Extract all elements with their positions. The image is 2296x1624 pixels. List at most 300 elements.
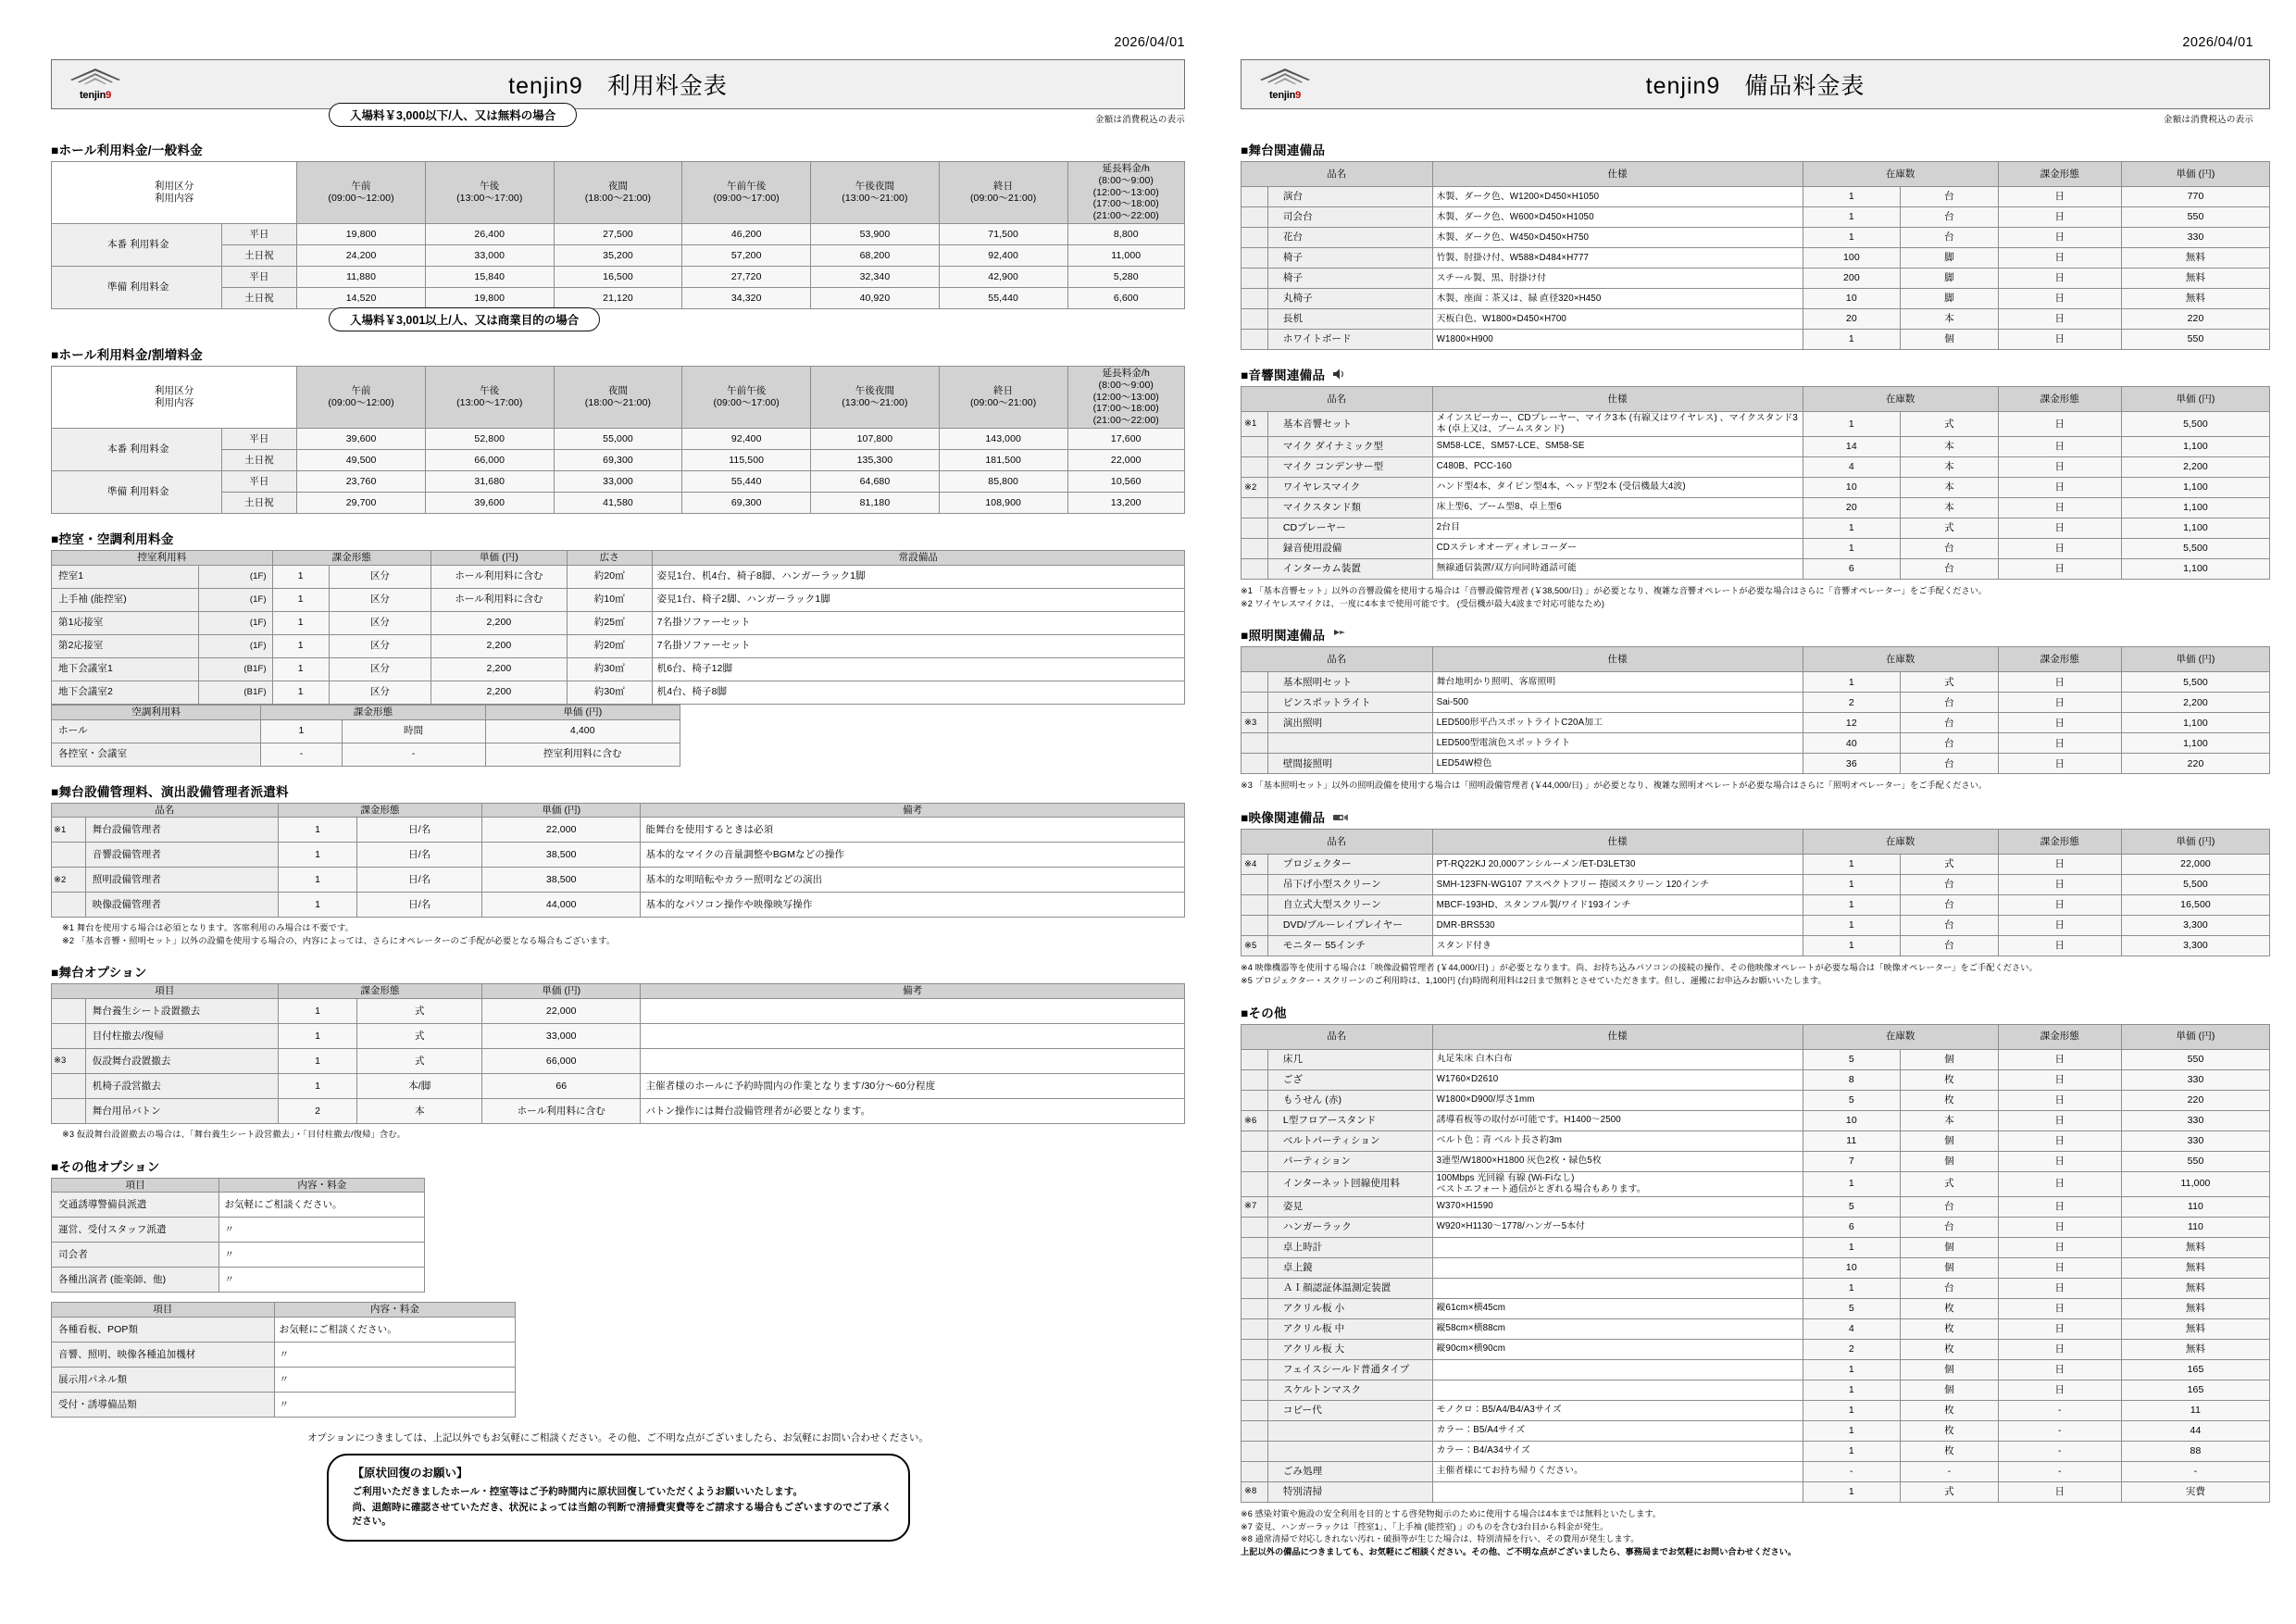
logo-wordmark: tenjin9: [79, 90, 112, 101]
ac-name: ホール: [52, 719, 261, 743]
eq-price: 無料: [2121, 1339, 2269, 1359]
room-area: 約30㎡: [567, 657, 652, 681]
other-eq-heading: ■その他: [1241, 1006, 1287, 1020]
eq-mark: [1242, 538, 1268, 558]
table-row: [52, 1074, 1185, 1099]
hall-price-cell: 13,200: [1067, 492, 1185, 513]
hall-price-cell: 15,840: [425, 266, 554, 287]
eq-qty: 1: [1803, 916, 1901, 936]
eq-unit: 台: [1901, 538, 1999, 558]
eq-spec: W1760×D2610: [1432, 1069, 1803, 1090]
hall-price-cell: 39,600: [297, 428, 426, 449]
eq-qty: 5: [1803, 1196, 1901, 1217]
row-price: 38,500: [482, 868, 641, 893]
room-form: 区分: [329, 657, 430, 681]
row-mark: [52, 999, 86, 1024]
room-form: 区分: [329, 565, 430, 588]
hall-col-3: 午前午後 (09:00〜17:00): [682, 162, 811, 224]
eq-qty: 8: [1803, 1069, 1901, 1090]
hall-col-5: 終日 (09:00〜21:00): [939, 366, 1067, 428]
page-left-title: tenjin9 利用料金表: [508, 73, 728, 99]
table-row: [52, 1024, 1185, 1049]
footnote: ※3 「基本照明セット」以外の照明設備を使用する場合は「照明設備管理者 (￥44,000/日) 」が必要となり、複雑な照明オペレートが必要な場合はさらに「照明オペレーター」をご手配ください。: [1241, 781, 1988, 791]
row-qty: 1: [278, 1074, 357, 1099]
table-row: [52, 1318, 516, 1343]
hall-price-cell: 108,900: [939, 492, 1067, 513]
video-equipment-table: [1241, 829, 2270, 956]
eq-spec: 舞台地明かり照明、客席照明: [1432, 672, 1803, 693]
hall-day-label: 土日祝: [221, 492, 297, 513]
eq-col-qty: 在庫数: [1803, 162, 1998, 187]
option-name: 交通誘導警備員派遣: [52, 1193, 219, 1218]
eq-mark: [1242, 754, 1268, 774]
room-price: 2,200: [431, 611, 568, 634]
eq-mark: [1242, 1278, 1268, 1298]
stage-staff-heading: ■舞台設備管理料、演出設備管理者派遣料: [51, 784, 289, 799]
eq-qty: 20: [1803, 497, 1901, 518]
other-option-table-b: [51, 1302, 516, 1418]
option-value: 〃: [219, 1218, 425, 1243]
eq-qty: 1: [1803, 207, 1901, 228]
hall-day-label: 平日: [221, 470, 297, 492]
eq-col-price: 単価 (円): [2121, 1024, 2269, 1049]
eq-unit: 台: [1901, 1278, 1999, 1298]
eq-unit: 台: [1901, 558, 1999, 579]
hall-price-cell: 40,920: [811, 287, 940, 308]
footnote: ※2 ワイヤレスマイクは、一度に4本まで使用可能です。 (受信機が最大4波まで対応可能なため): [1241, 598, 1604, 608]
eq-form: 日: [1998, 1110, 2121, 1131]
eq-spec: C480B、PCC-160: [1432, 456, 1803, 477]
room-floor: (1F): [199, 588, 273, 611]
eq-name: 姿見: [1267, 1196, 1432, 1217]
stage-staff-table: [51, 803, 1185, 918]
hall-price-cell: 85,800: [939, 470, 1067, 492]
hall-group-label: 本番 利用料金: [52, 223, 222, 266]
option-name: 運営、受付スタッフ派遣: [52, 1218, 219, 1243]
ac-form: -: [342, 743, 485, 766]
row-note: 基本的なマイクの音量調整やBGMなどの操作: [641, 843, 1185, 868]
table-row: [1242, 1090, 2270, 1110]
eq-name: 吊下げ小型スクリーン: [1267, 875, 1432, 895]
row-qty: 1: [278, 868, 357, 893]
table-row: [1242, 497, 2270, 518]
eq-price: 無料: [2121, 1318, 2269, 1339]
hall-price-cell: 23,760: [297, 470, 426, 492]
room-qty: 1: [272, 588, 329, 611]
table-row: [52, 565, 1185, 588]
eq-price: 1,100: [2121, 713, 2269, 733]
hall-day-label: 平日: [221, 428, 297, 449]
eq-mark: [1242, 289, 1268, 309]
eq-mark: [1242, 1090, 1268, 1110]
col-item: 項目: [52, 1303, 275, 1318]
eq-mark: [1242, 693, 1268, 713]
hall-price-cell: 14,520: [297, 287, 426, 308]
option-value: お気軽にご相談ください。: [219, 1193, 425, 1218]
col-name: 項目: [52, 984, 279, 999]
row-mark: [52, 843, 86, 868]
room-form: 区分: [329, 611, 430, 634]
eq-price: 5,500: [2121, 538, 2269, 558]
room-equip: 姿見1台、机4台、椅子8脚、ハンガーラック1脚: [652, 565, 1184, 588]
table-row: [52, 611, 1185, 634]
room-floor: (B1F): [199, 681, 273, 704]
eq-price: 550: [2121, 330, 2269, 350]
hall-price-cell: 68,200: [811, 244, 940, 266]
eq-name: 演出照明: [1267, 713, 1432, 733]
table-row: [52, 719, 680, 743]
eq-mark: [1242, 1237, 1268, 1257]
room-area: 約20㎡: [567, 634, 652, 657]
eq-spec: SM58-LCE、SM57-LCE、SM58-SE: [1432, 436, 1803, 456]
eq-qty: -: [1803, 1461, 1901, 1481]
eq-col-name: 品名: [1242, 387, 1433, 412]
hall-price-cell: 41,580: [554, 492, 682, 513]
eq-qty: 1: [1803, 1441, 1901, 1461]
eq-name: ハンガーラック: [1267, 1217, 1432, 1237]
eq-qty: 36: [1803, 754, 1901, 774]
eq-price: 330: [2121, 1069, 2269, 1090]
room-qty: 1: [272, 611, 329, 634]
eq-name: 長机: [1267, 309, 1432, 330]
table-row: [1242, 672, 2270, 693]
ac-price: 控室利用料に含む: [485, 743, 680, 766]
eq-form: 日: [1998, 693, 2121, 713]
hall-general-table: [51, 161, 1185, 309]
stage-staff-notes: [62, 922, 1185, 947]
table-row: [1242, 1049, 2270, 1069]
eq-name: アクリル板 小: [1267, 1298, 1432, 1318]
eq-mark: [1242, 1257, 1268, 1278]
row-name: 舞台養生シート設置撤去: [85, 999, 278, 1024]
table-row: [52, 1218, 425, 1243]
table-row: [1242, 248, 2270, 269]
eq-qty: 10: [1803, 477, 1901, 497]
table-row: [52, 818, 1185, 843]
eq-qty: 1: [1803, 538, 1901, 558]
eq-price: 770: [2121, 187, 2269, 207]
eq-name: マイクスタンド類: [1267, 497, 1432, 518]
eq-form: 日: [1998, 1171, 2121, 1196]
table-row: [52, 868, 1185, 893]
eq-name: [1267, 733, 1432, 754]
room-area: 約20㎡: [567, 565, 652, 588]
eq-col-qty: 在庫数: [1803, 647, 1998, 672]
eq-price: 無料: [2121, 1237, 2269, 1257]
restoration-notice-box: [327, 1454, 910, 1542]
eq-mark: [1242, 1461, 1268, 1481]
row-note: [641, 1024, 1185, 1049]
other-equipment-table: [1241, 1024, 2270, 1503]
table-row: [1242, 733, 2270, 754]
table-row: [52, 287, 1185, 308]
row-name: 音響設備管理者: [85, 843, 278, 868]
eq-qty: 5: [1803, 1298, 1901, 1318]
eq-spec: ベルト色：青 ベルト長さ約3m: [1432, 1131, 1803, 1151]
eq-form: 日: [1998, 855, 2121, 875]
eq-form: 日: [1998, 1339, 2121, 1359]
hall-day-label: 平日: [221, 223, 297, 244]
eq-col-qty: 在庫数: [1803, 830, 1998, 855]
page-right-titlebar: [1241, 59, 2270, 109]
eq-unit: 台: [1901, 207, 1999, 228]
eq-price: 5,500: [2121, 412, 2269, 437]
table-row: [52, 1368, 516, 1393]
eq-name: もうせん (赤): [1267, 1090, 1432, 1110]
page-left-titlebar: [51, 59, 1185, 109]
eq-mark: [1242, 228, 1268, 248]
eq-name: 椅子: [1267, 269, 1432, 289]
eq-form: 日: [1998, 1131, 2121, 1151]
eq-form: 日: [1998, 754, 2121, 774]
eq-col-qty: 在庫数: [1803, 1024, 1998, 1049]
eq-form: 日: [1998, 733, 2121, 754]
room-qty: 1: [272, 565, 329, 588]
eq-col-price: 単価 (円): [2121, 162, 2269, 187]
row-form: 日/名: [357, 868, 482, 893]
table-row: [52, 634, 1185, 657]
eq-spec: 木製、ダーク色、W1200×D450×H1050: [1432, 187, 1803, 207]
eq-name: マイク ダイナミック型: [1267, 436, 1432, 456]
video-equipment-notes: [1241, 962, 2270, 988]
eq-price: 5,500: [2121, 672, 2269, 693]
eq-unit: 脚: [1901, 289, 1999, 309]
table-row: [1242, 895, 2270, 916]
eq-unit: 台: [1901, 1217, 1999, 1237]
eq-qty: 2: [1803, 1339, 1901, 1359]
hall-price-cell: 49,500: [297, 449, 426, 470]
eq-unit: 枚: [1901, 1318, 1999, 1339]
eq-form: 日: [1998, 1069, 2121, 1090]
page-left-tax-note: 金額は消費税込の表示: [1094, 115, 1185, 125]
room-name: 地下会議室2: [52, 681, 199, 704]
eq-mark: [1242, 1217, 1268, 1237]
eq-col-form: 課金形態: [1998, 162, 2121, 187]
stage-eq-heading: ■舞台関連備品: [1241, 144, 1326, 157]
row-note: [641, 1049, 1185, 1074]
table-row: [1242, 1217, 2270, 1237]
eq-price: 3,300: [2121, 916, 2269, 936]
stage-option-notes: [62, 1129, 1185, 1141]
hall-col-6: 延長料金/h (8:00〜9:00) (12:00〜13:00) (17:00〜18:00) (21:00〜22:00): [1067, 366, 1185, 428]
eq-qty: 1: [1803, 1481, 1901, 1502]
hall-price-cell: 34,320: [682, 287, 811, 308]
hall-price-cell: 107,800: [811, 428, 940, 449]
eq-qty: 20: [1803, 309, 1901, 330]
eq-price: 無料: [2121, 269, 2269, 289]
room-price: 2,200: [431, 681, 568, 704]
table-row: [1242, 207, 2270, 228]
page-right-date: 2026/04/01: [2182, 35, 2253, 50]
stage-option-heading: ■舞台オプション: [51, 966, 147, 981]
eq-name: アクリル板 大: [1267, 1339, 1432, 1359]
eq-name: プロジェクター: [1267, 855, 1432, 875]
eq-col-name: 品名: [1242, 647, 1433, 672]
hall-price-cell: 22,000: [1067, 449, 1185, 470]
eq-qty: 100: [1803, 248, 1901, 269]
ac-col-2: 単価 (円): [485, 705, 680, 719]
eq-mark: [1242, 1359, 1268, 1380]
table-row: [52, 244, 1185, 266]
room-price: 2,200: [431, 657, 568, 681]
eq-qty: 1: [1803, 672, 1901, 693]
eq-spec: 誘導看板等の取付が可能です。H1400〜2500: [1432, 1110, 1803, 1131]
hall-general-heading: ■ホール利用料金/一般料金: [51, 144, 204, 157]
eq-mark: ※3: [1242, 713, 1268, 733]
col-form: 課金形態: [278, 984, 481, 999]
hall-price-cell: 42,900: [939, 266, 1067, 287]
row-name: 映像設備管理者: [85, 893, 278, 918]
eq-mark: [1242, 733, 1268, 754]
eq-qty: 1: [1803, 518, 1901, 538]
eq-name: 演台: [1267, 187, 1432, 207]
col-note: 備考: [641, 984, 1185, 999]
table-row: [1242, 1196, 2270, 1217]
row-price: 66,000: [482, 1049, 641, 1074]
table-row: [1242, 1171, 2270, 1196]
hall-price-cell: 6,600: [1067, 287, 1185, 308]
page-right-equipment-fees: [1231, 0, 2296, 1624]
row-price: 66: [482, 1074, 641, 1099]
eq-price: 2,200: [2121, 693, 2269, 713]
option-value: 〃: [219, 1243, 425, 1268]
eq-spec: LED500型電演色スポットライト: [1432, 733, 1803, 754]
restoration-notice-line1: ご利用いただきましたホール・控室等はご予約時間内に原状回復していただくようお願いいたします。: [352, 1486, 804, 1498]
eq-form: 日: [1998, 207, 2121, 228]
eq-form: 日: [1998, 1380, 2121, 1400]
option-value: 〃: [219, 1268, 425, 1293]
hall-col-1: 午後 (13:00〜17:00): [425, 162, 554, 224]
room-area: 約25㎡: [567, 611, 652, 634]
table-row: [1242, 1257, 2270, 1278]
rooms-col-3: 広さ: [567, 550, 652, 565]
eq-form: -: [1998, 1461, 2121, 1481]
eq-name: L型フロアースタンド: [1267, 1110, 1432, 1131]
room-price: ホール利用料に含む: [431, 588, 568, 611]
room-qty: 1: [272, 634, 329, 657]
hall-price-cell: 10,560: [1067, 470, 1185, 492]
eq-qty: 1: [1803, 1400, 1901, 1420]
eq-name: ＡＩ顔認証体温測定装置: [1267, 1278, 1432, 1298]
table-row: [52, 743, 680, 766]
row-name: 照明設備管理者: [85, 868, 278, 893]
eq-spec: [1432, 1380, 1803, 1400]
hall-col-4: 午後夜間 (13:00〜21:00): [811, 162, 940, 224]
eq-unit: 枚: [1901, 1090, 1999, 1110]
eq-form: 日: [1998, 1481, 2121, 1502]
eq-form: 日: [1998, 1318, 2121, 1339]
eq-name: CDプレーヤー: [1267, 518, 1432, 538]
table-row: [1242, 477, 2270, 497]
hall-price-cell: 31,680: [425, 470, 554, 492]
col-item: 項目: [52, 1178, 219, 1193]
col-price: 単価 (円): [482, 984, 641, 999]
eq-spec: スチール製、黒、肘掛け付: [1432, 269, 1803, 289]
video-eq-heading: ■映像関連備品: [1241, 807, 2270, 826]
option-value: お気軽にご相談ください。: [274, 1318, 516, 1343]
option-name: 展示用パネル類: [52, 1368, 275, 1393]
footnote-closing: 上記以外の備品につきましても、お気軽にご相談ください。その他、ご不明な点がございましたら、事務局までお気軽にお問い合わせください。: [1241, 1547, 1797, 1557]
footnote: ※8 通常清掃で対応しきれない汚れ・破損等が生じた場合は、特別清掃を行い、その費用が発生します。: [1241, 1534, 1640, 1544]
hall-price-cell: 52,800: [425, 428, 554, 449]
room-price: 2,200: [431, 634, 568, 657]
eq-mark: [1242, 207, 1268, 228]
eq-col-form: 課金形態: [1998, 1024, 2121, 1049]
eq-col-spec: 仕様: [1432, 1024, 1803, 1049]
eq-unit: 台: [1901, 187, 1999, 207]
eq-unit: 本: [1901, 436, 1999, 456]
eq-unit: 枚: [1901, 1420, 1999, 1441]
eq-price: 1,100: [2121, 436, 2269, 456]
hall-premium-table: [51, 366, 1185, 514]
eq-spec: 主催者様にてお持ち帰りください。: [1432, 1461, 1803, 1481]
eq-unit: 式: [1901, 672, 1999, 693]
hall-price-cell: 64,680: [811, 470, 940, 492]
eq-unit: 台: [1901, 936, 1999, 956]
restoration-notice-title: 【原状回復のお願い】: [352, 1467, 468, 1480]
eq-price: 550: [2121, 1049, 2269, 1069]
eq-price: 330: [2121, 1110, 2269, 1131]
eq-form: 日: [1998, 875, 2121, 895]
eq-name: 壁間接照明: [1267, 754, 1432, 774]
hall-group-label: 本番 利用料金: [52, 428, 222, 470]
hall-col-0: 午前 (09:00〜12:00): [297, 366, 426, 428]
ac-price: 4,400: [485, 719, 680, 743]
table-row: [1242, 1400, 2270, 1420]
option-value: 〃: [274, 1368, 516, 1393]
stage-option-table: [51, 983, 1185, 1124]
row-form: 式: [357, 1024, 482, 1049]
col-content: 内容・料金: [274, 1303, 516, 1318]
rooms-col-0: 控室利用料: [52, 550, 273, 565]
eq-price: 11,000: [2121, 1171, 2269, 1196]
eq-unit: 枚: [1901, 1298, 1999, 1318]
eq-form: 日: [1998, 1217, 2121, 1237]
table-row: [1242, 1237, 2270, 1257]
eq-spec: W1800×H900: [1432, 330, 1803, 350]
hall-price-cell: 19,800: [297, 223, 426, 244]
eq-form: 日: [1998, 1278, 2121, 1298]
eq-price: 165: [2121, 1380, 2269, 1400]
eq-form: 日: [1998, 538, 2121, 558]
eq-col-price: 単価 (円): [2121, 387, 2269, 412]
eq-form: 日: [1998, 228, 2121, 248]
table-row: [1242, 538, 2270, 558]
room-floor: (B1F): [199, 657, 273, 681]
projector-icon: [1332, 811, 1349, 823]
row-qty: 2: [278, 1099, 357, 1124]
eq-col-spec: 仕様: [1432, 162, 1803, 187]
eq-unit: 個: [1901, 1151, 1999, 1171]
eq-name: 卓上鏡: [1267, 1257, 1432, 1278]
hall-price-cell: 26,400: [425, 223, 554, 244]
row-price: 22,000: [482, 818, 641, 843]
eq-mark: [1242, 456, 1268, 477]
eq-spec: W1800×D900/厚さ1mm: [1432, 1090, 1803, 1110]
room-equip: 7名掛ソファーセット: [652, 611, 1184, 634]
eq-qty: 1: [1803, 1359, 1901, 1380]
row-name: 舞台設備管理者: [85, 818, 278, 843]
footnote: ※4 映像機器等を使用する場合は「映像設備管理者 (￥44,000/日) 」が必要となります。尚、お持ち込みパソコンの接続の操作、その他映像オペレートが必要な場合は「映像オペレーター」をご手配ください。: [1241, 963, 2038, 973]
eq-mark: [1242, 1400, 1268, 1420]
eq-mark: ※7: [1242, 1196, 1268, 1217]
eq-form: 日: [1998, 309, 2121, 330]
eq-price: 330: [2121, 228, 2269, 248]
hall-price-cell: 55,000: [554, 428, 682, 449]
hall-price-cell: 21,120: [554, 287, 682, 308]
eq-mark: ※4: [1242, 855, 1268, 875]
eq-name: [1267, 1441, 1432, 1461]
